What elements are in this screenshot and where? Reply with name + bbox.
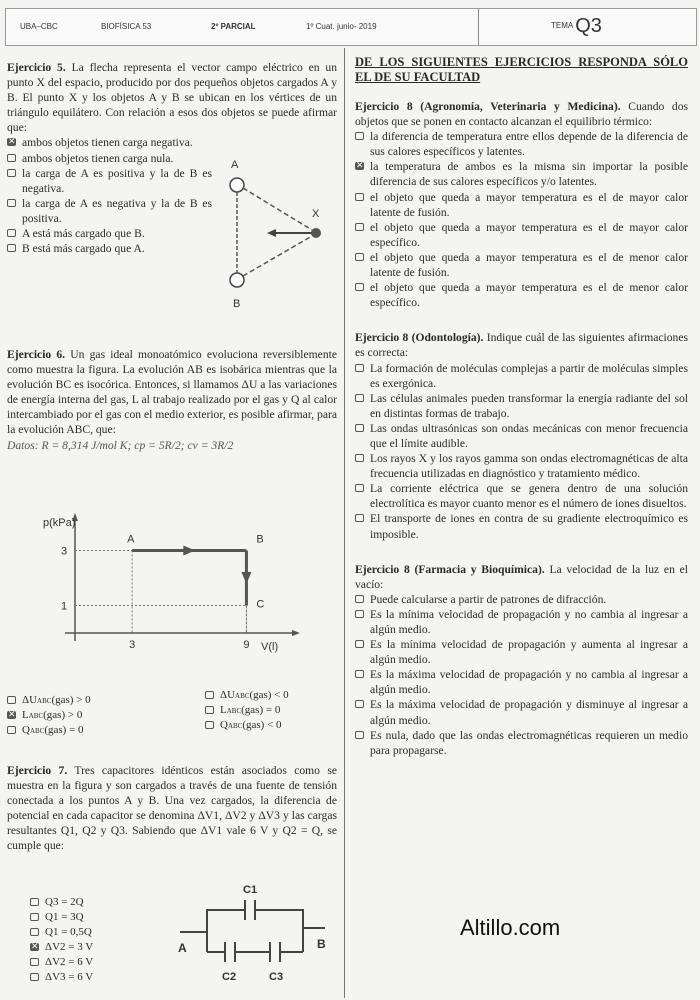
point-label-C: C: [256, 598, 265, 611]
option-text: ambos objetos tienen carga nula.: [22, 151, 174, 165]
label-x: X: [312, 208, 320, 220]
option-text: ΔV3 = 6 V: [45, 971, 94, 983]
option-text: el objeto que queda a mayor temperatura es el de menor calor específico.: [370, 281, 688, 310]
column-divider: [344, 48, 345, 998]
charge-a: [230, 178, 244, 192]
checkbox-icon[interactable]: [355, 731, 364, 739]
ej5-options: [7, 135, 212, 256]
checkbox-icon[interactable]: [7, 199, 16, 207]
ej8a-option[interactable]: [355, 129, 688, 159]
ej8c-statement: [355, 562, 688, 592]
watermark: Altillo.com: [460, 915, 561, 940]
ej5-option[interactable]: [7, 135, 212, 150]
option-text: el objeto que queda a mayor temperatura es el de menor calor latente de fusión.: [370, 250, 688, 280]
ej8a-option[interactable]: [355, 190, 688, 220]
ej6-option[interactable]: [205, 688, 340, 703]
ej7-option[interactable]: [30, 955, 140, 970]
side-ax: [243, 188, 312, 230]
option-text: (gas) = 0: [241, 704, 281, 716]
checkbox-icon[interactable]: [7, 696, 16, 704]
ej7-option[interactable]: [30, 925, 140, 940]
x-tick-label: 9: [243, 639, 250, 651]
checkbox-icon[interactable]: [30, 973, 39, 981]
pv-diagram: [35, 508, 305, 658]
checkbox-icon[interactable]: [205, 706, 214, 714]
ej5-triangle-figure: [215, 155, 335, 315]
ej8b-text: Indique cuál de las siguientes afirmaciones es correcta:: [355, 331, 688, 360]
ej8b-title: Ejercicio 8 (Odontología).: [355, 331, 484, 345]
point-label-B: B: [256, 533, 264, 546]
option-text: (gas) = 0: [44, 724, 84, 736]
checkbox-icon[interactable]: [355, 640, 364, 648]
label-a: A: [231, 159, 239, 171]
ej7-option[interactable]: [30, 970, 140, 985]
checkbox-checked-icon[interactable]: ✕: [8, 137, 16, 148]
option-text: Las células animales pueden transformar la energía radiante del sol en distintas formas de trabajo.: [370, 391, 688, 420]
ej8a-option[interactable]: [355, 250, 688, 280]
option-subscript: ABC: [226, 707, 242, 715]
ej5-option[interactable]: [7, 166, 212, 196]
ej8c-option[interactable]: [355, 607, 688, 637]
option-text: la carga de A es positiva y la de B es negativa.: [22, 166, 212, 195]
ej8c-option[interactable]: [355, 592, 688, 607]
option-subscript: ABC: [37, 697, 52, 705]
option-text: Las ondas ultrasónicas son ondas mecánicas con menor frecuencia que el límite audible.: [370, 421, 688, 450]
ej8a-text: Cuando dos objetos que se ponen en contacto alcanzan el equilibrio térmico:: [355, 100, 689, 129]
option-text: la temperatura de ambos es la misma sin importar la posible diferencia de sus calores específicos y/o latentes.: [370, 160, 688, 189]
label-c3: C3: [269, 971, 284, 983]
option-text: Es la máxima velocidad de propagación y disminuye al ingresar a algún medio.: [370, 698, 688, 727]
checkbox-checked-icon[interactable]: ✕: [8, 710, 16, 720]
option-subscript: ABC: [227, 722, 243, 730]
checkbox-icon[interactable]: [355, 394, 364, 402]
option-text: B está más cargado que A.: [22, 242, 145, 256]
direction-arrow-icon: [241, 572, 251, 584]
tema-code: Q3: [575, 15, 602, 37]
option-text: Es la máxima velocidad de propagación y no cambia al ingresar a algún medio.: [370, 668, 688, 697]
right-column: [355, 55, 688, 758]
option-text: Es nula, dado que las ondas electromagnéticas requieren un medio para propagarse.: [370, 728, 688, 757]
direction-arrow-icon: [183, 546, 195, 556]
ej6-option[interactable]: [7, 708, 207, 723]
checkbox-icon[interactable]: [30, 958, 39, 966]
ej8b-option[interactable]: [355, 481, 688, 511]
institution: UBA–CBC: [20, 22, 58, 31]
ej8b-option[interactable]: [355, 361, 688, 391]
checkbox-icon[interactable]: [7, 726, 16, 734]
option-text: Q1 = 3Q: [45, 911, 84, 923]
ej6-option[interactable]: [205, 718, 340, 733]
ej6-options-left: [7, 693, 207, 738]
ej8a-option[interactable]: [355, 159, 688, 189]
x-tick-label: 3: [129, 639, 136, 651]
checkbox-icon[interactable]: [355, 364, 364, 372]
label-a: A: [178, 941, 187, 955]
option-text: Q3 = 2Q: [45, 896, 84, 908]
option-text: Puede calcularse a partir de patrones de difracción.: [370, 592, 607, 606]
tema-box: [551, 15, 602, 38]
checkbox-checked-icon[interactable]: ✕: [356, 161, 364, 172]
option-symbol: Q: [220, 719, 228, 731]
ej8a-option[interactable]: [355, 220, 688, 250]
option-text: (gas) > 0: [43, 709, 83, 721]
arrowhead-icon: [267, 229, 276, 237]
capacitor-circuit: [175, 880, 335, 985]
checkbox-icon[interactable]: [30, 913, 39, 921]
ej8c-title: Ejercicio 8 (Farmacia y Bioquímica).: [355, 562, 545, 576]
checkbox-icon[interactable]: [355, 514, 364, 522]
ej8c-text: La velocidad de la luz en el vacío:: [355, 562, 688, 591]
checkbox-icon[interactable]: [355, 223, 364, 231]
ej7-block: [7, 763, 337, 854]
ej8b-option[interactable]: [355, 511, 688, 541]
ej6-title: Ejercicio 6.: [7, 348, 66, 361]
checkbox-icon[interactable]: [7, 169, 16, 177]
ej5-option[interactable]: [7, 226, 212, 241]
ej8c-option[interactable]: [355, 637, 688, 667]
ej7-options: [30, 895, 140, 985]
checkbox-icon[interactable]: [205, 691, 214, 699]
ej7-option[interactable]: [30, 910, 140, 925]
checkbox-icon[interactable]: [355, 700, 364, 708]
option-text: (gas) < 0: [249, 689, 289, 701]
ej5-option[interactable]: [7, 241, 212, 256]
option-text: el objeto que queda a mayor temperatura es el de mayor calor latente de fusión.: [370, 190, 688, 219]
checkbox-icon[interactable]: [30, 928, 39, 936]
ej5-title: Ejercicio 5.: [7, 61, 66, 74]
y-tick-label: 3: [61, 545, 68, 558]
checkbox-icon[interactable]: [355, 193, 364, 201]
checkbox-icon[interactable]: [355, 132, 364, 140]
option-text: el objeto que queda a mayor temperatura es el de mayor calor específico.: [370, 220, 688, 249]
ej5-option[interactable]: [7, 151, 212, 166]
ej6-option[interactable]: [7, 693, 207, 708]
ej7-text: Tres capacitores idénticos están asociados como se muestra en la figura y son cargados a través de una fuente de tensión conectada a los puntos A y B. Una vez cargados, la diferencia de potencial en cada capacitor se denomina ΔV1, ΔV2 y ΔV3 y las cargas resultantes Q1, Q2 y Q3. Sabiendo que ΔV1 vale 6 V y Q2 = Q, se cumple que:: [7, 764, 337, 853]
ej8a-options: [355, 129, 688, 310]
ej8b-option[interactable]: [355, 391, 688, 421]
ej8b-options: [355, 361, 688, 542]
charge-b: [230, 273, 244, 287]
option-subscript: ABC: [235, 692, 250, 700]
ej8a-title: Ejercicio 8 (Agronomía, Veterinaria y Medicina).: [355, 100, 621, 113]
ej8a-option[interactable]: [355, 280, 688, 310]
option-symbol: ΔU: [22, 694, 38, 706]
option-symbol: Q: [22, 724, 30, 736]
option-text: El transporte de iones en contra de su gradiente electroquímico es imposible.: [370, 512, 688, 541]
exam-period: 1º Cuat. junio- 2019: [306, 22, 377, 31]
checkbox-icon[interactable]: [355, 424, 364, 432]
option-text: (gas) < 0: [242, 719, 282, 731]
option-text: La formación de moléculas complejas a partir de moléculas simples es exergónica.: [370, 361, 688, 390]
checkbox-icon[interactable]: [30, 898, 39, 906]
ej8a-statement: [355, 99, 688, 129]
label-c2: C2: [222, 971, 237, 983]
option-text: A está más cargado que B.: [22, 227, 145, 241]
checkbox-icon[interactable]: [355, 253, 364, 261]
ej6-block: [7, 347, 337, 453]
ej5-statement: [7, 60, 337, 135]
option-text: Es la mínima velocidad de propagación y aumenta al ingresar a algún medio.: [370, 638, 688, 667]
checkbox-icon[interactable]: [7, 244, 16, 252]
ej8c-option[interactable]: [355, 697, 688, 727]
tema-label: TEMA: [551, 21, 574, 30]
option-text: La corriente eléctrica que se genera dentro de una solución electrolítica es mayor cuanto menor es el número de iones disueltos.: [370, 482, 688, 511]
ej8b-option[interactable]: [355, 451, 688, 481]
ej6-statement: [7, 347, 337, 438]
option-text: la diferencia de temperatura entre ellos depende de la diferencia de sus calores específicos y latentes.: [370, 130, 688, 159]
option-text: ambos objetos tienen carga negativa.: [22, 136, 193, 150]
side-bx: [243, 236, 312, 276]
checkbox-checked-icon[interactable]: ✕: [31, 942, 39, 952]
ej7-statement: [7, 763, 337, 854]
y-axis-label: p(kPa): [43, 517, 76, 529]
label-b: B: [233, 298, 241, 310]
option-subscript: ABC: [29, 727, 45, 735]
ej5-text: La flecha representa el vector campo eléctrico en un punto X del espacio, producido por dos pequeños objetos cargados A y B. El punto X y los objetos A y B se ubican en los vértices de un triángulo equilátero. Con relación a esos dos objetos se puede afirmar que:: [7, 61, 337, 135]
checkbox-icon[interactable]: [355, 595, 364, 603]
option-text: (gas) > 0: [51, 694, 91, 706]
option-text: Es la mínima velocidad de propagación y no cambia al ingresar a algún medio.: [370, 607, 688, 636]
ej8c-option[interactable]: [355, 728, 688, 758]
ej6-text: Un gas ideal monoatómico evoluciona reversiblemente como muestra la figura. La evolución AB es isobárica mientras que la evolución BC es isocórica. Entonces, si llamamos ΔU a las variaciones de energía interna del gas, L al trabajo realizado por el gas y Q al calor intercambiado por el gas con el medio exterior, es posible afirmar, para la evolución ABC, que:: [7, 348, 337, 437]
ej8c-options: [355, 592, 688, 758]
ej7-title: Ejercicio 7.: [7, 764, 68, 777]
ej5-option[interactable]: [7, 196, 212, 226]
ej6-option[interactable]: [205, 703, 340, 718]
ej6-datos: Datos: R = 8,314 J/mol K; cp = 5R/2; cv = 3R/2: [7, 438, 234, 452]
option-text: ΔV2 = 6 V: [45, 956, 94, 968]
ej7-option[interactable]: [30, 895, 140, 910]
checkbox-icon[interactable]: [355, 484, 364, 492]
option-text: Los rayos X y los rayos gamma son ondas electromagnéticas de alta frecuencia utilizadas en diagnóstico y tratamiento médico.: [370, 452, 688, 481]
exam-header: [5, 8, 697, 46]
option-text: ΔV2 = 3 V: [45, 941, 94, 953]
point-x: [311, 228, 321, 238]
checkbox-icon[interactable]: [355, 454, 364, 462]
subject: BIOFÍSICA 53: [101, 22, 152, 31]
x-axis-arrow-icon: [292, 630, 300, 636]
option-symbol: ΔU: [220, 689, 236, 701]
ej8b-option[interactable]: [355, 421, 688, 451]
ej6-option[interactable]: [7, 723, 207, 738]
label-c1: C1: [243, 884, 258, 896]
y-tick-label: 1: [61, 600, 68, 613]
x-axis-label: V(l): [261, 641, 279, 653]
label-b: B: [317, 937, 326, 951]
ej8b-statement: [355, 330, 688, 360]
option-symbol: L: [220, 704, 227, 716]
checkbox-icon[interactable]: [355, 670, 364, 678]
option-subscript: ABC: [28, 712, 44, 720]
option-text: Q1 = 0,5Q: [45, 926, 92, 938]
checkbox-icon[interactable]: [355, 283, 364, 291]
point-label-A: A: [127, 533, 135, 546]
faculty-heading: DE LOS SIGUIENTES EJERCICIOS RESPONDA SÓLO EL DE SU FACULTAD: [355, 55, 688, 84]
ej8c-option[interactable]: [355, 667, 688, 697]
checkbox-icon[interactable]: [7, 154, 16, 162]
checkbox-icon[interactable]: [355, 610, 364, 618]
ej6-options-right: [205, 688, 340, 733]
checkbox-icon[interactable]: [205, 721, 214, 729]
ej7-option[interactable]: [30, 940, 140, 955]
option-symbol: L: [22, 709, 29, 721]
exam-name: 2º PARCIAL: [211, 22, 256, 31]
checkbox-icon[interactable]: [7, 229, 16, 237]
header-divider: [478, 9, 479, 45]
option-text: la carga de A es negativa y la de B es positiva.: [22, 196, 212, 225]
